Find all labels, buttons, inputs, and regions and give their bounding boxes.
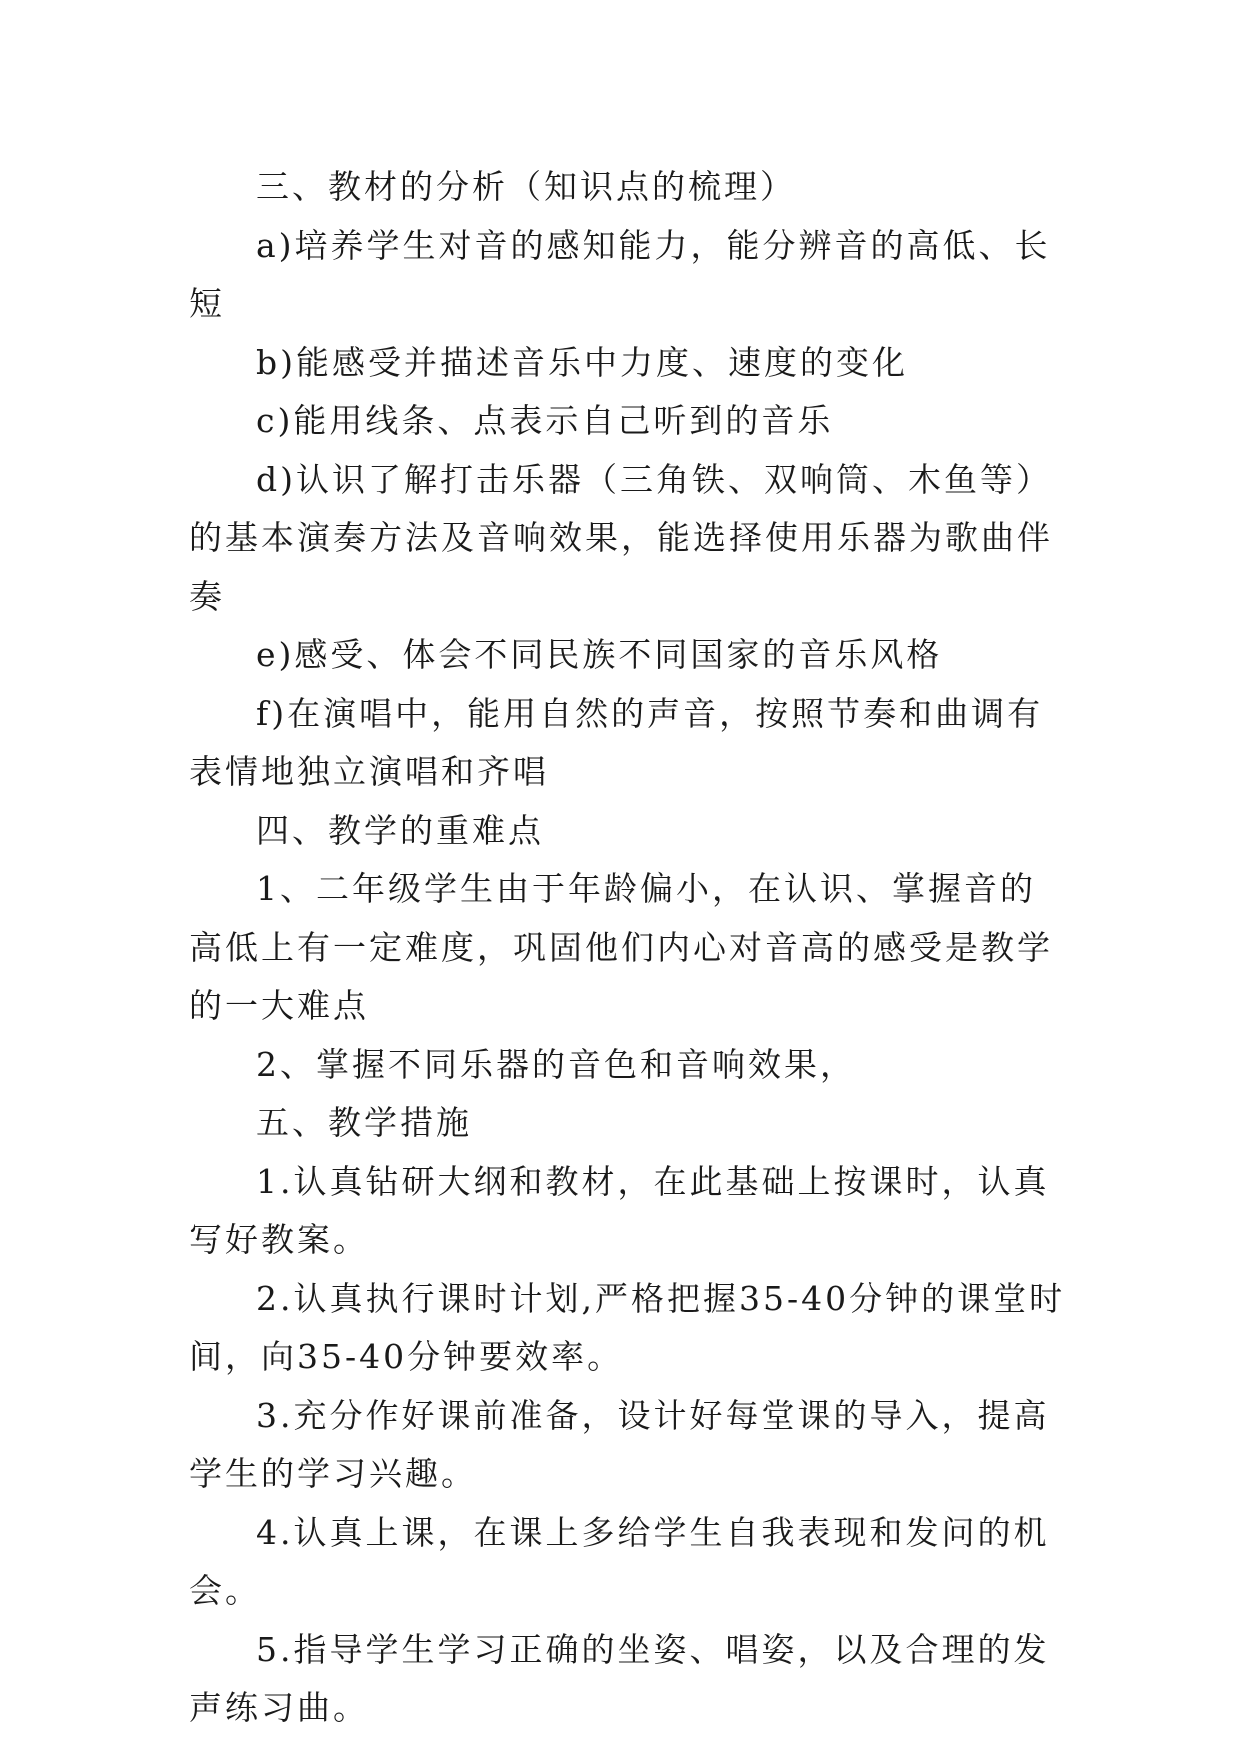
list-item-b: b)能感受并描述音乐中力度、速度的变化 xyxy=(256,342,908,382)
key-point-2: 2、掌握不同乐器的音色和音响效果， xyxy=(256,1044,856,1084)
list-item-c: c)能用线条、点表示自己听到的音乐 xyxy=(256,401,834,440)
key-point-1: 1、二年级学生由于年龄偏小，在认识、掌握音的高低上有一定难度，巩固他们内心对音高的感受是教学的一大难点 xyxy=(189,869,1053,1025)
measure-3: 3.充分作好课前准备，设计好每堂课的导入，提高学生的学习兴趣。 xyxy=(189,1395,1050,1493)
measure-4: 4.认真上课，在课上多给学生自我表现和发问的机会。 xyxy=(189,1512,1050,1610)
measure-5: 5.指导学生学习正确的坐姿、唱姿，以及合理的发声练习曲。 xyxy=(189,1629,1050,1727)
section-heading-textbook-analysis: 三、教材的分析（知识点的梳理） xyxy=(256,167,796,206)
list-item-e: e)感受、体会不同民族不同国家的音乐风格 xyxy=(256,635,943,674)
document-body xyxy=(189,158,1069,1738)
measure-1: 1.认真钻研大纲和教材，在此基础上按课时，认真写好教案。 xyxy=(189,1161,1050,1259)
measure-2: 2.认真执行课时计划,严格把握35-40分钟的课堂时间，向35-40分钟要效率。 xyxy=(189,1278,1066,1376)
section-heading-key-points: 四、教学的重难点 xyxy=(256,810,544,850)
list-item-f: f)在演唱中，能用自然的声音，按照节奏和曲调有表情地独立演唱和齐唱 xyxy=(189,693,1044,791)
list-item-d: d)认识了解打击乐器（三角铁、双响筒、木鱼等）的基本演奏方法及音响效果，能选择使用乐器为歌曲伴奏 xyxy=(189,459,1053,616)
list-item-a: a)培养学生对音的感知能力，能分辨音的高低、长短 xyxy=(189,225,1051,323)
section-heading-measures: 五、教学措施 xyxy=(256,1103,472,1142)
